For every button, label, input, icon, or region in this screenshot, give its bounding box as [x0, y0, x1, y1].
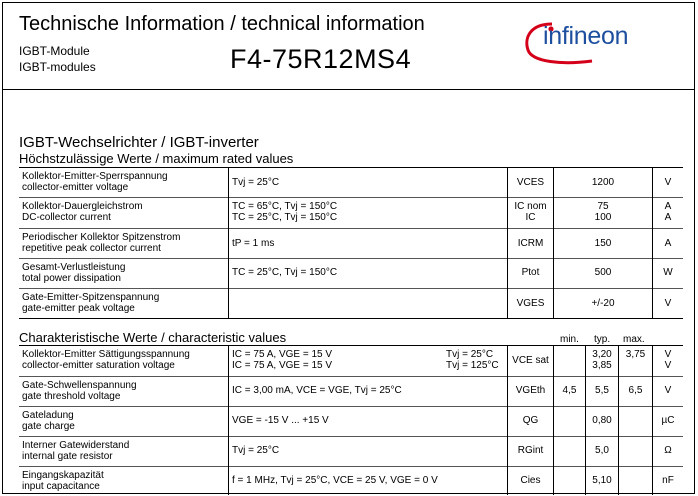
param-en: gate-emitter peak voltage [22, 303, 135, 314]
col-rule [618, 345, 619, 495]
table-rule [19, 345, 683, 346]
unit: A [664, 212, 672, 223]
param-de: Kollektor-Emitter Sättigungsspannung [22, 349, 190, 360]
unit: V [664, 177, 672, 188]
logo-text: infineon [543, 22, 629, 50]
condition: f = 1 MHz, Tvj = 25°C, VCE = 25 V, VGE = 0 V [232, 475, 438, 486]
condition: IC = 75 A, VGE = 15 V [232, 360, 333, 371]
param-de: Gesamt-Verlustleistung [22, 262, 126, 273]
param-de: Periodischer Kollektor Spitzenstrom [22, 232, 181, 243]
unit: V [664, 349, 672, 360]
value: 500 [594, 267, 612, 278]
col-min-header: min. [560, 334, 579, 345]
param-en: collector-emitter saturation voltage [22, 360, 175, 371]
param-en: gate threshold voltage [22, 391, 121, 402]
symbol: Cies [520, 475, 541, 486]
symbol: VCES [516, 177, 545, 188]
unit: nF [662, 475, 674, 486]
temp-condition: Tvj = 125°C [446, 360, 499, 371]
symbol: Ptot [521, 267, 540, 278]
param-en: repetitive peak collector current [22, 243, 161, 254]
param-de: Kollektor-Emitter-Sperrspannung [22, 171, 168, 182]
characteristic-title: Charakteristische Werte / characteristic values [19, 330, 287, 345]
param-en: input capacitance [22, 481, 100, 492]
unit: A [664, 238, 672, 249]
symbol: VGEth [515, 385, 546, 396]
param-en: total power dissipation [22, 273, 121, 284]
param-de: Interner Gatewiderstand [22, 440, 130, 451]
symbol: IC [525, 212, 536, 223]
max-value: 6,5 [628, 385, 643, 396]
table-rule [19, 288, 683, 289]
max-rated-title: Höchstzulässige Werte / maximum rated values [19, 151, 294, 166]
value: +/-20 [591, 298, 615, 309]
param-en: DC-collector current [22, 212, 111, 223]
typ-value: 5,0 [595, 445, 609, 456]
typ-value: 5,10 [592, 475, 612, 486]
condition: IC = 75 A, VGE = 15 V [232, 349, 333, 360]
table-rule [19, 466, 683, 467]
condition: TC = 25°C, Tvj = 150°C [232, 267, 338, 278]
typ-value: 0,80 [592, 415, 612, 426]
symbol: IC nom [514, 201, 547, 212]
param-de: Gate-Emitter-Spitzenspannung [22, 292, 160, 303]
value: 150 [594, 238, 612, 249]
symbol: VCE sat [512, 355, 549, 366]
col-rule [553, 345, 554, 495]
table-rule [19, 376, 683, 377]
unit: W [663, 267, 673, 278]
param-de: Kollektor-Dauergleichstrom [22, 201, 143, 212]
value: 75 [597, 201, 609, 212]
unit: V [664, 385, 672, 396]
col-max-header: max. [623, 334, 645, 345]
condition: VGE = -15 V ... +15 V [232, 415, 329, 426]
unit: Ω [664, 445, 672, 456]
condition: Tvj = 25°C [232, 445, 280, 456]
param-en: collector-emitter voltage [22, 182, 129, 193]
table-rule [19, 228, 683, 229]
table-rule [19, 258, 683, 259]
param-de: Eingangskapazität [22, 470, 104, 481]
temp-condition: Tvj = 25°C [446, 349, 494, 360]
value: 100 [594, 212, 612, 223]
typ-value: 5,5 [595, 385, 609, 396]
section-title: IGBT-Wechselrichter / IGBT-inverter [19, 134, 259, 151]
condition: Tvj = 25°C [232, 177, 280, 188]
module-type-en: IGBT-modules [19, 60, 96, 74]
symbol: VGES [516, 298, 545, 309]
typ-value: 3,20 [592, 349, 612, 360]
symbol: QG [522, 415, 539, 426]
typ-value: 3,85 [592, 360, 612, 371]
condition: TC = 65°C, Tvj = 150°C [232, 201, 338, 212]
param-de: Gate-Schwellenspannung [22, 380, 137, 391]
col-rule [228, 345, 229, 495]
unit: V [664, 360, 672, 371]
table-rule [19, 318, 683, 319]
min-value: 4,5 [562, 385, 577, 396]
header-separator [2, 89, 695, 90]
part-number: F4-75R12MS4 [230, 44, 412, 74]
condition: IC = 3,00 mA, VCE = VGE, Tvj = 25°C [232, 385, 402, 396]
symbol: RGint [517, 445, 544, 456]
value: 1200 [591, 177, 615, 188]
max-value: 3,75 [625, 349, 646, 360]
col-rule [228, 167, 229, 318]
col-typ-header: typ. [594, 334, 611, 345]
table-rule [19, 406, 683, 407]
unit: V [664, 298, 672, 309]
document-title: Technische Information / technical information [19, 13, 425, 35]
condition: TC = 25°C, Tvj = 150°C [232, 212, 338, 223]
unit: µC [661, 415, 675, 426]
unit: A [664, 201, 672, 212]
table-rule [19, 167, 683, 168]
table-rule [19, 436, 683, 437]
param-en: internal gate resistor [22, 451, 113, 462]
condition: tP = 1 ms [232, 238, 275, 249]
table-rule [19, 197, 683, 198]
symbol: ICRM [517, 238, 544, 249]
param-de: Gateladung [22, 410, 74, 421]
param-en: gate charge [22, 421, 75, 432]
module-type-de: IGBT-Module [19, 44, 90, 58]
